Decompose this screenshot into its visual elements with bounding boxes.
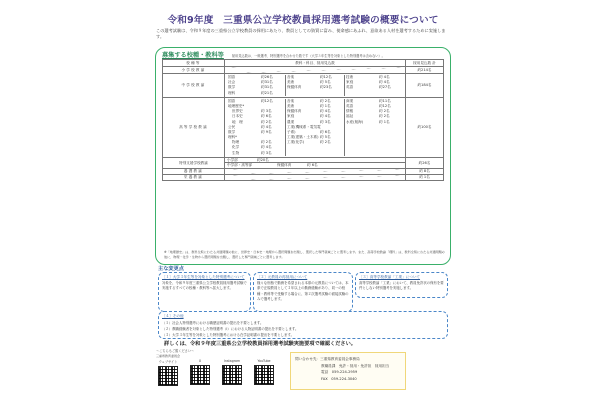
change-3-heading: ［３］高等学校教諭「工業」について (359, 274, 421, 279)
subject-count: 約31名 (261, 85, 273, 90)
subject-name: 理科 (228, 90, 236, 95)
subject-row (227, 151, 283, 156)
subject-name: 商業 (346, 98, 354, 103)
subject-name: 地 理 (232, 119, 243, 124)
special-line2-subject: 保健体育 (277, 163, 292, 167)
subject-count: 約27名 (379, 85, 391, 90)
subject-count: 約23名 (320, 85, 332, 90)
subject-name: 技術 (346, 75, 354, 79)
high-col-1 (227, 99, 286, 156)
page-title: 令和9年度 三重県公立学校教員採用選考試験の概要について (167, 15, 439, 26)
subject-name: 物理 (232, 140, 240, 145)
subject-row (227, 91, 283, 96)
subject-count: 約 9名 (261, 129, 272, 134)
subject-name: 社会 (228, 80, 236, 85)
special-line1-num: 約20名 (257, 157, 269, 162)
row-yogo-school: 養護教諭 (163, 169, 225, 175)
jh-col-1 (227, 75, 286, 96)
row-special-school: 特別支援学校教諭 (163, 157, 225, 168)
qr-code-icon (158, 366, 178, 386)
subject-name: 生物 (232, 150, 240, 155)
subject-count: 約12名 (261, 98, 273, 103)
qr-x[interactable] (188, 359, 212, 386)
change-4-line-3: （３）大学３年生等を対象とした特別選考における在学証明書の提出を不要とします。 (162, 332, 294, 337)
subject-name: 農業 (287, 119, 295, 124)
change-4-line-1: （１）社会人特別選考における職歴証明書の提出を不要とします。 (162, 320, 264, 325)
subject-name: 音楽 (287, 98, 295, 103)
subject-count: 約 3名 (261, 150, 272, 155)
subject-count: 約12名 (320, 75, 332, 79)
subject-name: 理科* (228, 135, 237, 140)
qr-youtube[interactable] (252, 359, 276, 386)
links-area (156, 349, 286, 386)
subject-name: 数学 (228, 129, 236, 134)
change-2-heading: ［２］元教員の再採用について (257, 274, 308, 279)
subject-count: 約 2名 (320, 140, 331, 145)
header-school: 校種等 (163, 60, 225, 67)
row-special-total: 約26名 (406, 157, 444, 168)
subject-count: 約 4名 (261, 145, 272, 150)
subject-count: 約 3名 (261, 109, 272, 114)
jh-col-3 (345, 75, 403, 96)
qr-x-label: X (198, 358, 202, 363)
contact-dept: 教職員課 免許・採用・免許担 採用担当 (321, 363, 390, 368)
subject-row (286, 85, 342, 90)
row-eiyo-subjects (225, 175, 406, 181)
subject-count: 約 1名 (320, 103, 331, 108)
change-4-heading: ［４］その他 (162, 313, 184, 318)
subject-count: 約 3名 (320, 119, 331, 124)
row-eiyo-total: 約 1名 (406, 175, 444, 181)
change-item-3 (355, 272, 448, 298)
subject-count: 約21名 (261, 90, 273, 95)
change-3-body: 高等学校教諭「工業」において、教員免許状の保有を要件としない特別選考を実施します。 (359, 280, 444, 290)
row-elementary-school: 小学校教諭 (163, 67, 225, 74)
subject-count: 約 6名 (320, 129, 331, 134)
subject-name: 英語 (346, 85, 354, 90)
subject-count: 約12名 (379, 103, 391, 108)
subject-count: 約 4名 (379, 75, 390, 79)
recruit-title: 募集する校種・教科等 (162, 52, 224, 59)
subject-name: 家庭 (346, 80, 354, 85)
subject-name: 公民 (228, 124, 236, 129)
qr-instagram[interactable] (220, 359, 244, 386)
header-subjects: 教科・科目、採用見込数 (225, 60, 406, 67)
subject-name: 数学 (228, 85, 236, 90)
change-2-body: 様々な形態で勤務を希望される本県の元教員については、本県で正規教員として３年以上の勤務経験があり、同一の校種・教科等で受験する場合に、第２次選考試験の面接試験のみで選考します。 (257, 280, 349, 301)
subject-row (345, 85, 401, 90)
high-col-3 (345, 99, 403, 156)
row-yogo-total: 約 8名 (406, 169, 444, 175)
row-jh-subjects (225, 74, 406, 98)
row-high-school: 高等学校教諭 (163, 97, 225, 157)
row-jh-total: 約184名 (406, 74, 444, 98)
qr-website[interactable] (156, 359, 180, 386)
high-col-2 (286, 99, 345, 156)
changes-title: 主な変更点 (158, 266, 184, 272)
subject-count: 約 4名 (379, 80, 390, 85)
change-item-1 (158, 272, 251, 312)
contact-org: 三重県教育委員会事務局 (320, 357, 360, 361)
subject-count: 約 4名 (320, 109, 331, 114)
subject-name: 地理歴史* (228, 103, 245, 108)
subject-name: 工業(化学) (287, 140, 305, 145)
subject-count: 約 2名 (379, 109, 390, 114)
subject-name: 英語 (346, 103, 354, 108)
contact-box (290, 352, 406, 390)
subject-name: 日本史 (232, 114, 243, 119)
change-item-2 (253, 272, 353, 312)
recruit-section (155, 47, 451, 265)
subject-count: 約 4名 (320, 114, 331, 119)
subject-count: 約31名 (261, 80, 273, 85)
contact-tel: 電話 059-224-2959 (321, 370, 358, 374)
recruit-table (162, 59, 444, 181)
change-1-heading: ［１］大学３年生等を対象とした特別選考について (162, 274, 245, 279)
subject-count: 約 2名 (379, 114, 390, 119)
row-high-subjects (225, 97, 406, 157)
row-elementary-subjects (225, 67, 406, 74)
row-eiyo-school: 栄養教諭 (163, 175, 225, 181)
detail-note: 詳しくは、令和９年度三重県公立学校教員採用選考試験実施要項で確認ください。 (164, 341, 356, 347)
links-lead: ～こちらもご覧ください～ (156, 349, 195, 353)
subject-count: 約11名 (379, 98, 391, 103)
row-high-total: 約100名 (406, 97, 444, 157)
subject-count: 約 1名 (379, 119, 390, 124)
subject-name: 保健体育 (287, 109, 302, 114)
subject-count: 約 2名 (261, 119, 272, 124)
special-line1-name: 小学部 (227, 157, 238, 162)
subject-name: 保健体育 (287, 85, 302, 90)
change-1-body: 対象を、令和９年度三重県公立学校教員採用選考試験で実施するすべての校種・教科等へ拡大します。 (162, 280, 247, 290)
row-elementary-total: 約214名 (406, 67, 444, 74)
subject-name: 国語 (228, 75, 236, 79)
contact-fax: FAX 059-224-3040 (321, 376, 357, 381)
subject-name: 化学 (232, 145, 240, 150)
row-special-subjects (225, 157, 406, 168)
jh-col-2 (286, 75, 345, 96)
change-item-4 (158, 311, 448, 339)
subject-count: 約 4名 (261, 124, 272, 129)
subject-name: 世界史 (232, 109, 243, 114)
qr-instagram-label: Instagram (223, 358, 241, 363)
subject-name: 家庭 (287, 114, 295, 119)
recruit-footnote: ※「地理歴史」は、教科全般にわたる共通問題の他に、世界史・日本史・地理から選択問題を出題し、選択した専門領域ごとに選考します。また、高等学校教諭「理科」は、教科全般にわたる共通問題の他に、物理・化学・生物から選択問題を出題し、選択した専門領域ごとに選考します。 (164, 250, 445, 259)
row-jh-school: 中学校教諭 (163, 74, 225, 98)
header-total: 採用見込数 計 (406, 60, 444, 67)
subject-count: 約 5名 (320, 135, 331, 140)
contact-label: 問い合わせ先： (295, 357, 321, 361)
subject-count: 約 6名 (261, 114, 272, 119)
recruit-note: 採用見込数は、一般選考、特別選考を合わせた数です（大学３年生等を対象とした特別選考は含めない）。 (231, 54, 385, 58)
subject-name: 情報 (346, 109, 354, 114)
change-4-line-2: （２）教職経験者を対象とした特別選考（Ⅰ）における人物証明書の提出を不要とします。 (162, 326, 299, 331)
special-line2-num: 約 6名 (307, 163, 318, 167)
subject-name: 福祉 (346, 114, 354, 119)
subject-row (286, 140, 342, 145)
special-line2-name: 中学部・高等部 (227, 163, 253, 167)
qr-youtube-label: YouTube (257, 358, 271, 363)
qr-code-icon (190, 365, 210, 385)
document-page (150, 14, 456, 398)
subject-name: 美術 (287, 80, 295, 85)
subject-count: 約 2名 (320, 98, 331, 103)
subject-count: 約 5名 (320, 80, 331, 85)
subject-name: 水産(航海) (346, 119, 364, 124)
links-org: 三重県教育委員会 (156, 353, 181, 358)
subject-name: 音楽 (287, 75, 295, 79)
subject-name: 美術 (287, 103, 295, 108)
subject-name: 工業(建築・土木系) (287, 135, 319, 140)
subject-count: 約26名 (261, 75, 273, 79)
subject-row (345, 120, 401, 125)
subject-count: 約 2名 (261, 140, 272, 145)
subject-name: 工業(機械系・電気電子系) (287, 124, 321, 134)
qr-website-label: ウェブサイト (158, 359, 178, 364)
subject-name: 国語 (228, 98, 236, 103)
qr-code-icon (254, 365, 274, 385)
qr-code-icon (222, 365, 242, 385)
intro-text: この選考試験は、令和９年度の三重県公立学校教員の採用にあたり、教員としての資質に富み、使命感にあふれ、意欲ある人材を選考するために実施します。 (156, 28, 446, 39)
